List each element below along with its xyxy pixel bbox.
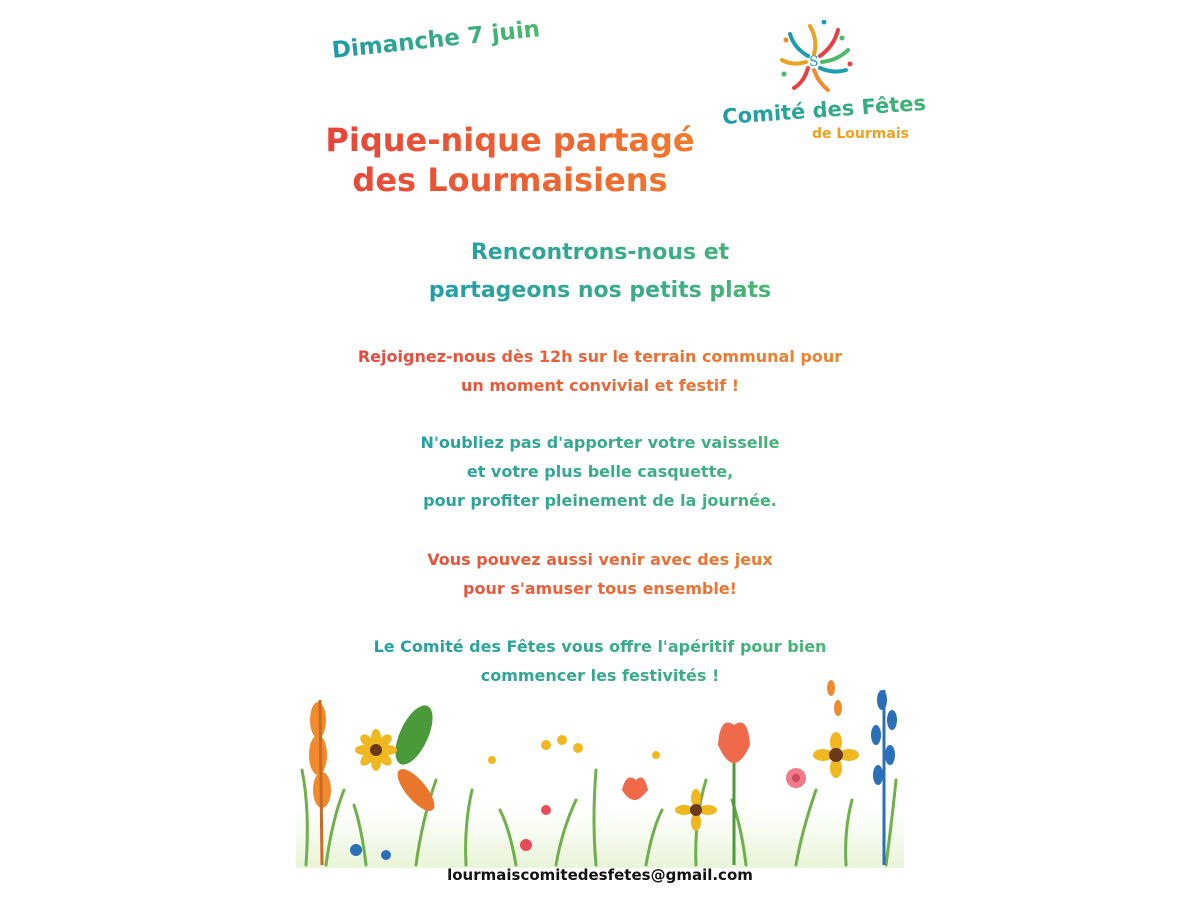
logo-title: Comité des Fêtes xyxy=(721,90,927,130)
paragraph-line: un moment convivial et festif ! xyxy=(460,376,740,395)
paragraph-games xyxy=(310,545,890,603)
title-line-1: Pique-nique partagé xyxy=(325,121,695,159)
paragraph-line: N'oubliez pas d'apporter votre vaisselle xyxy=(420,433,780,452)
svg-text:S: S xyxy=(809,54,819,70)
wildflower-meadow-icon xyxy=(296,660,904,868)
subtitle xyxy=(380,234,820,310)
logo-subtitle: de Lourmais xyxy=(812,126,909,142)
event-date: Dimanche 7 juin xyxy=(330,16,542,64)
event-title xyxy=(320,120,700,200)
paragraph-line: commencer les festivités ! xyxy=(480,666,720,685)
subtitle-line-1: Rencontrons-nous et xyxy=(470,240,730,265)
paragraph-line: Le Comité des Fêtes vous offre l'apéritif pour bien xyxy=(373,637,827,656)
paragraph-line: et votre plus belle casquette, xyxy=(466,462,734,481)
paragraph-join xyxy=(310,342,890,400)
paragraph-line: pour s'amuser tous ensemble! xyxy=(463,579,737,598)
subtitle-line-2: partageons nos petits plats xyxy=(428,278,772,303)
paragraph-line: pour profiter pleinement de la journée. xyxy=(423,491,777,510)
paragraph-line: Vous pouvez aussi venir avec des jeux xyxy=(427,550,773,569)
title-line-2: des Lourmaisiens xyxy=(352,161,668,199)
paragraph-bring xyxy=(310,428,890,515)
paragraph-line: Rejoignez-nous dès 12h sur le terrain communal pour xyxy=(357,347,843,366)
contact-email: lourmaiscomitedesfetes@gmail.com xyxy=(447,866,753,884)
